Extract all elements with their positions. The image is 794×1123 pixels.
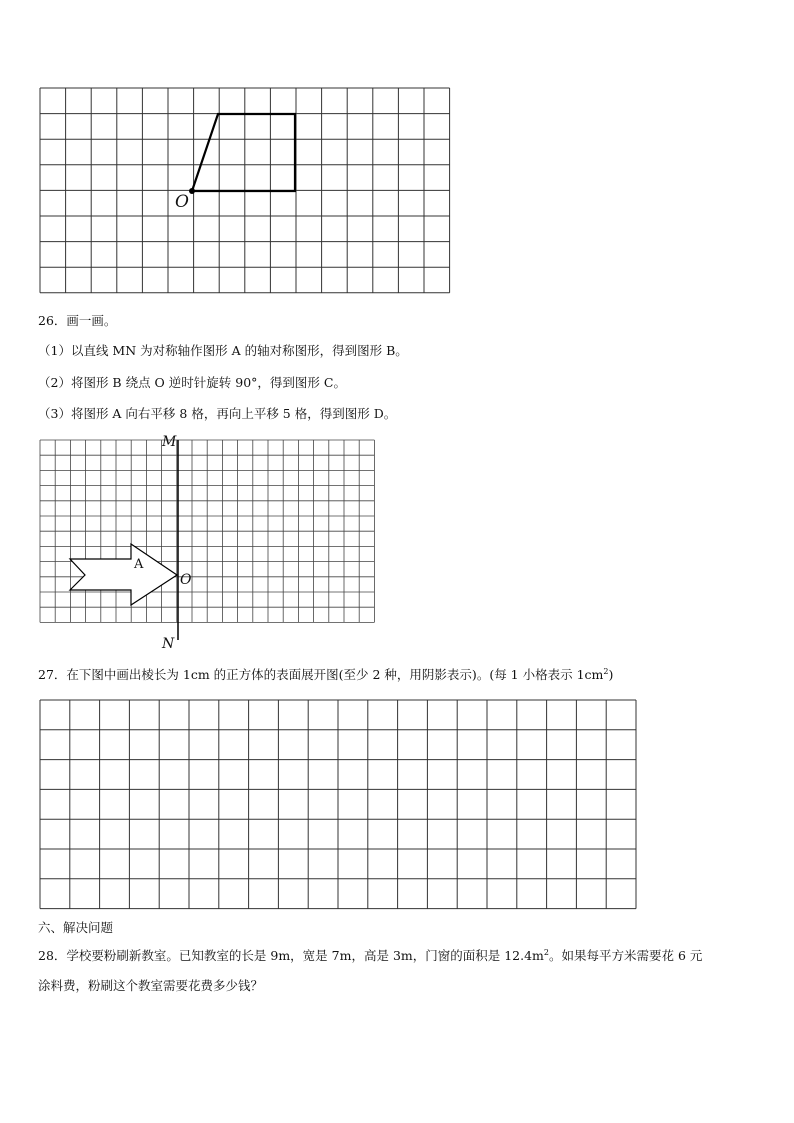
q26-item-3: （3）将图形 A 向右平移 8 格，再向上平移 5 格，得到图形 D。 <box>38 406 397 421</box>
q28-sup: 2 <box>543 947 549 957</box>
q26-item-2: （2）将图形 B 绕点 O 逆时针旋转 90°，得到图形 C。 <box>38 375 346 390</box>
q28-text-end: 。如果每平方米需要花 6 元 <box>549 948 703 963</box>
q27-text <box>38 667 613 683</box>
q26-title: 26．画一画。 <box>38 313 117 328</box>
figure1-shape <box>192 114 295 191</box>
figure1-grid <box>40 88 450 298</box>
q26-label-a: A <box>134 557 144 572</box>
q26-grid <box>40 440 380 652</box>
q27-grid <box>40 700 640 910</box>
q27-text-end: ) <box>608 667 614 682</box>
q28-line1 <box>38 948 702 964</box>
q26-label-m: M <box>162 434 177 450</box>
q26-shape-a <box>70 544 177 605</box>
q28-text-main: 28．学校要粉刷新教室。已知教室的长是 9m，宽是 7m，高是 3m，门窗的面积是 12.4m <box>38 948 544 963</box>
figure1-point-label: O <box>175 192 189 212</box>
q27-sup: 2 <box>603 666 609 676</box>
section6-title: 六、解决问题 <box>38 920 114 935</box>
q26-item-1: （1）以直线 MN 为对称轴作图形 A 的轴对称图形，得到图形 B。 <box>38 343 408 358</box>
figure1-point-o <box>189 188 195 194</box>
q26-label-n: N <box>162 636 175 652</box>
q27-text-main: 27．在下图中画出棱长为 1cm 的正方体的表面展开图(至少 2 种，用阴影表示)。(每 1 小格表示 1cm <box>38 667 604 682</box>
q26-label-o: O <box>180 572 192 588</box>
q28-line2: 涂料费，粉刷这个教室需要花费多少钱？ <box>38 978 264 993</box>
